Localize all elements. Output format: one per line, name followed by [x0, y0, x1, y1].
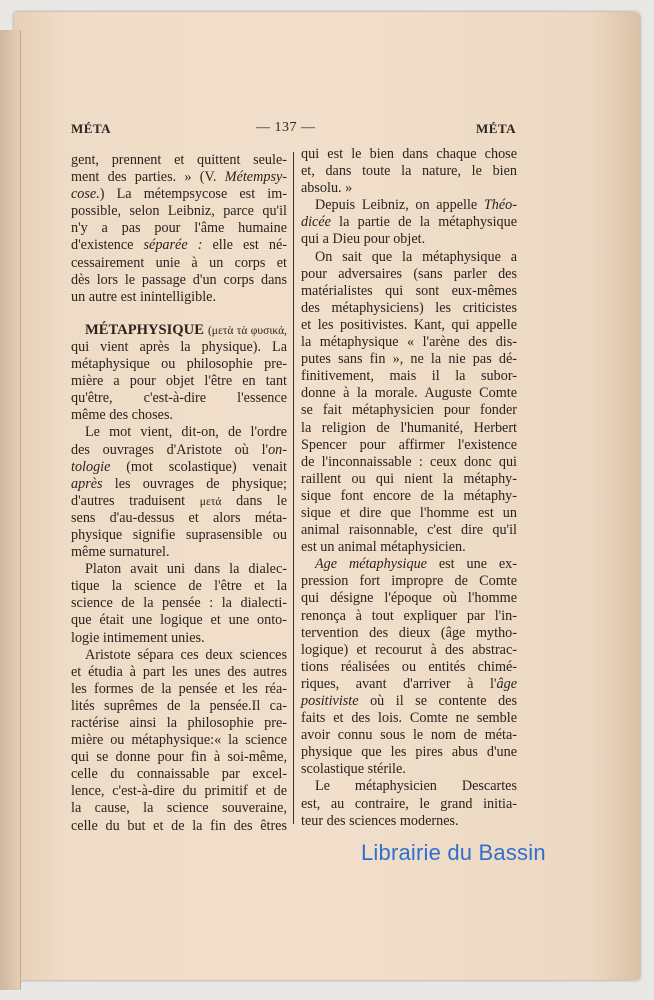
text-line: la cause, la science souveraine,	[71, 800, 287, 817]
text-line: même surnaturel.	[71, 544, 170, 561]
italic-text: cose.	[71, 186, 100, 203]
text-line: tervention des dieux (âge mytho-	[301, 624, 517, 641]
text-line: est un animal métaphysicien.	[301, 539, 466, 556]
text-line: dicée la partie de la métaphysique	[301, 214, 517, 231]
text-line: mière a pour objet l'être en tant	[71, 373, 287, 390]
text-line: science de la pensée : la dialecti-	[71, 595, 287, 612]
text-line: dès lors le passage d'un corps dans	[71, 271, 287, 288]
italic-text: Théo-	[483, 197, 517, 214]
text-line: se fait métaphysicien pour fonder	[301, 402, 517, 419]
text-line: tions réalisées ou entités chimé-	[301, 658, 517, 675]
italic-text: âge	[496, 675, 517, 692]
text-line: la religion de l'humanité, Herbert	[301, 419, 517, 436]
text-line: Le mot vient, dit-on, de l'ordre	[85, 424, 287, 441]
text-line: est, au contraire, le grand initia-	[301, 795, 517, 812]
text-line: teur des sciences modernes.	[301, 812, 459, 829]
italic-text: après	[71, 475, 103, 492]
text-line: sique font encore de la métaphy-	[301, 487, 517, 504]
text-line: logie intimement unies.	[71, 629, 205, 646]
text-line: faits et des lois. Comte ne semble	[301, 710, 517, 727]
text-line: sens d'au-dessus et alors méta-	[71, 509, 287, 526]
italic-text: on-	[268, 441, 287, 458]
text-line: matérialistes qui sont eux-mêmes	[301, 282, 517, 299]
text-line: qu'être, c'est-à-dire l'essence	[71, 390, 287, 407]
right-column	[301, 146, 517, 830]
left-column	[71, 152, 287, 835]
text-line: physique que les pires abus d'une	[301, 744, 517, 761]
column-rule	[293, 152, 294, 824]
italic-text: tologie	[71, 458, 111, 475]
text-line: les formes de la pensée et les réa-	[71, 680, 287, 697]
text-line: positiviste où il se contente des	[301, 693, 517, 709]
text-line: un autre est inintelligible.	[71, 288, 216, 305]
entry-heading: MÉTAPHYSIQUE	[85, 321, 204, 338]
text-line: qui a Dieu pour objet.	[301, 231, 426, 248]
text-line: des ouvrages d'Aristote où l'on-	[71, 441, 287, 458]
text-line: pression fort impropre de Comte	[301, 573, 517, 590]
text-line: tique la science de l'être et la	[71, 578, 287, 595]
text-line: d'existence séparée : elle est né-	[71, 237, 287, 254]
text-line: tologie (mot scolastique) venait	[71, 458, 287, 475]
text-line: avoir connu sous le nom de méta-	[301, 727, 517, 744]
text-line: absolu. »	[301, 180, 353, 197]
text-line: donne à la morale. Auguste Comte	[301, 385, 517, 402]
text-line: de l'inconnaissable : ceux donc qui	[301, 453, 517, 470]
italic-text: dicée	[301, 214, 331, 231]
text-line: n'y a pas pour l'âme humaine	[71, 220, 287, 237]
greek-text: μετά	[199, 495, 222, 508]
text-line: raillent ou qui nient la métaphy-	[301, 470, 517, 487]
text-line: après les ouvrages de physique;	[71, 475, 287, 492]
italic-text: Age métaphysique	[315, 556, 427, 573]
text-line: des métaphysiciens) les criticistes	[301, 299, 517, 316]
text-line: cessairement unie à un corps et	[71, 254, 287, 271]
text-line: lités suprêmes de la pensée.Il ca-	[71, 697, 287, 714]
text-line: physique signifie suprasensible ou	[71, 526, 287, 543]
text-line: animal raisonnable, c'est dire qu'il	[301, 522, 517, 539]
text-line: celle du but et de la fin des êtres	[71, 817, 287, 834]
page-number: — 137 —	[256, 120, 316, 135]
text-line: sique et dire que l'homme est un	[301, 504, 517, 521]
text-line: la métaphysique « l'arène des dis-	[301, 334, 517, 351]
text-line: d'autres traduisent μετά dans le	[71, 492, 287, 509]
text-line: mière ou métaphysique:« la science	[71, 732, 287, 749]
italic-text: positiviste	[301, 693, 359, 709]
text-line: possible, selon Leibniz, parce qu'il	[71, 203, 287, 220]
text-line: pour adversaires (sans parler des	[301, 265, 517, 282]
text-line: On sait que la métaphysique a	[315, 248, 517, 265]
text-line: Platon avait uni dans la dialec-	[85, 561, 287, 578]
text-line: qui se donne pour fin à soi-même,	[71, 749, 287, 766]
text-line: qui vient après la physique). La	[71, 338, 287, 355]
running-head-left: MÉTA	[71, 121, 112, 136]
text-line	[71, 322, 287, 339]
italic-text: séparée :	[143, 237, 203, 254]
text-line: ractérise ainsi la philosophie pre-	[71, 715, 287, 731]
text-line: Aristote sépara ces deux sciences	[85, 646, 287, 663]
text-line: ment des parties. » (V. Métempsy-	[71, 169, 287, 186]
text-line: Age métaphysique est une ex-	[315, 556, 517, 573]
text-line: et étudia à part les unes des autres	[71, 663, 287, 680]
text-line: finitivement, mais il la subor-	[301, 368, 517, 385]
text-line: scolastique stérile.	[301, 761, 406, 778]
text-line: Spencer pour affirmer l'existence	[301, 436, 517, 453]
text-line: que était une logique et une onto-	[71, 612, 287, 629]
text-line: putes sans fin », ne la nie pas dé-	[301, 351, 517, 368]
text-line: métaphysique ou philosophie pre-	[71, 356, 287, 373]
text-line: celle du connaissable par excel-	[71, 766, 287, 783]
text-line: lence, c'est-à-dire du primitif et de	[71, 783, 287, 800]
text-line: logique) et recourut à des abstrac-	[301, 641, 517, 658]
text-line: et, dans toute la nature, le bien	[301, 163, 517, 180]
greek-text: (μετὰ τὰ φυσικά,	[207, 324, 288, 337]
text-line: riques, avant d'arriver à l'âge	[301, 675, 517, 692]
text-line: renonça à tout expliquer par l'in-	[301, 607, 517, 624]
text-line: et les positivistes. Kant, qui appelle	[301, 316, 517, 333]
text-line: Le métaphysicien Descartes	[315, 778, 517, 795]
watermark: Librairie du Bassin	[361, 840, 546, 865]
italic-text: Métempsy-	[224, 169, 287, 186]
running-head-right: MÉTA	[476, 121, 517, 136]
text-line: cose.) La métempsycose est im-	[71, 186, 287, 203]
text-line: même des choses.	[71, 407, 174, 424]
text-line: qui désigne l'époque où l'homme	[301, 590, 517, 607]
text-line: gent, prennent et quittent seule-	[71, 152, 287, 168]
text-line: qui est le bien dans chaque chose	[301, 146, 517, 162]
facing-page-edge	[0, 30, 21, 990]
text-line: Depuis Leibniz, on appelle Théo-	[315, 197, 517, 214]
